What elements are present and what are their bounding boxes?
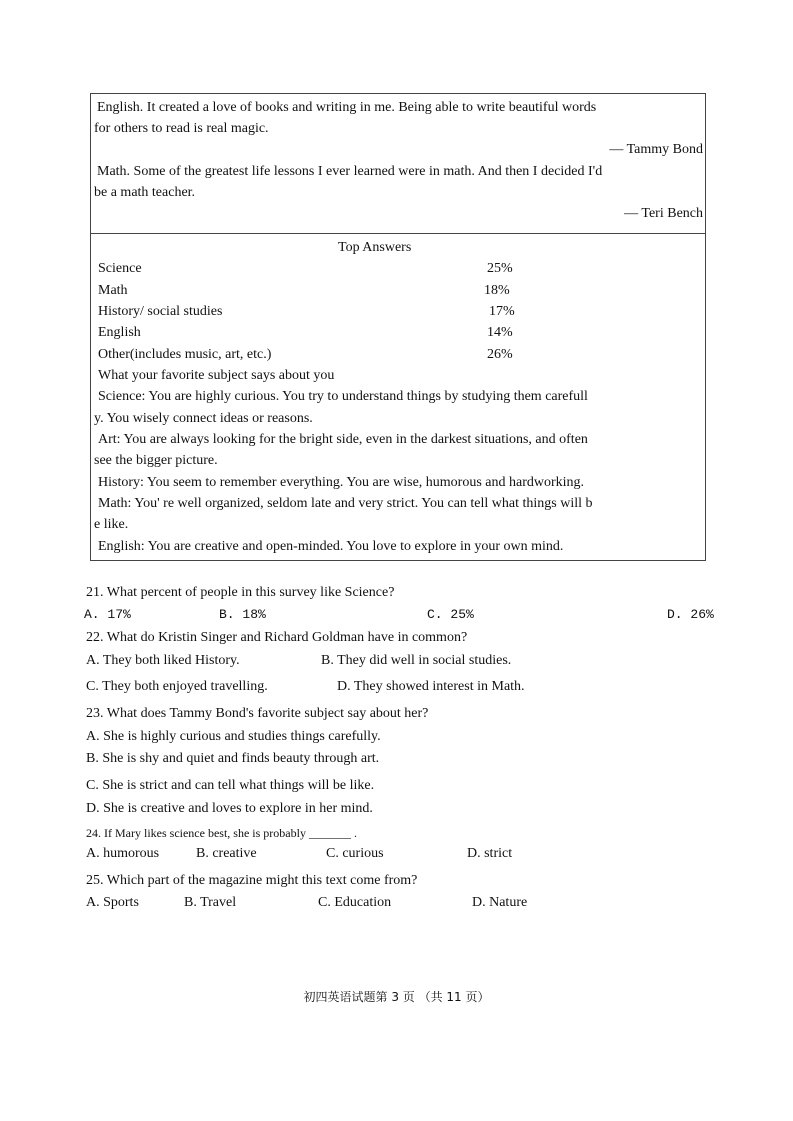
question-24-stem: 24. If Mary likes science best, she is probably _______ . xyxy=(86,826,357,840)
favorite-line-3: Art: You are always looking for the bright side, even in the darkest situations, and often xyxy=(98,432,588,447)
answer-subject-science: Science xyxy=(98,261,142,276)
reading-passage-box xyxy=(90,93,706,561)
question-21-option-b[interactable]: B. 18% xyxy=(219,607,266,622)
favorite-line-5: History: You seem to remember everything. You are wise, humorous and hardworking. xyxy=(98,475,585,490)
favorite-line-4: see the bigger picture. xyxy=(94,453,218,468)
answer-percent-history: 17% xyxy=(489,304,515,319)
question-23-option-a[interactable]: A. She is highly curious and studies things carefully. xyxy=(86,729,381,744)
question-22-option-a[interactable]: A. They both liked History. xyxy=(86,653,240,668)
favorite-line-7: e like. xyxy=(94,517,129,532)
favorite-line-2: y. You wisely connect ideas or reasons. xyxy=(94,411,313,426)
question-23-option-b[interactable]: B. She is shy and quiet and finds beauty through art. xyxy=(86,751,380,766)
question-25-option-d[interactable]: D. Nature xyxy=(472,895,528,910)
answer-subject-other: Other(includes music, art, etc.) xyxy=(98,347,272,362)
favorite-line-6: Math: You' re well organized, seldom late and very strict. You can tell what things will b xyxy=(98,496,593,511)
question-25-option-a[interactable]: A. Sports xyxy=(86,895,139,910)
question-23-option-c[interactable]: C. She is strict and can tell what things will be like. xyxy=(86,778,375,793)
question-23-option-d[interactable]: D. She is creative and loves to explore in her mind. xyxy=(86,801,373,816)
question-22-option-c[interactable]: C. They both enjoyed travelling. xyxy=(86,679,268,694)
quote-english-line-1: English. It created a love of books and writing in me. Being able to write beautiful words xyxy=(97,100,597,115)
quote-math-author: — Teri Bench xyxy=(624,206,703,221)
answer-percent-science: 25% xyxy=(487,261,513,276)
answer-subject-math: Math xyxy=(98,283,128,298)
quote-math-line-2: be a math teacher. xyxy=(94,185,196,200)
question-21-option-c[interactable]: C. 25% xyxy=(427,607,474,622)
favorite-line-1: Science: You are highly curious. You try to understand things by studying them carefull xyxy=(98,389,588,404)
quote-english-line-2: for others to read is real magic. xyxy=(94,121,269,136)
question-24-option-d[interactable]: D. strict xyxy=(467,846,513,861)
page-footer: 初四英语试题第 3 页 （共 11 页） xyxy=(303,990,490,1004)
quote-math-line-1: Math. Some of the greatest life lessons I ever learned were in math. And then I decided I'd xyxy=(97,164,603,179)
question-21-option-a[interactable]: A. 17% xyxy=(84,607,131,622)
answer-percent-english: 14% xyxy=(487,325,513,340)
answer-percent-other: 26% xyxy=(487,347,513,362)
question-22-option-b[interactable]: B. They did well in social studies. xyxy=(321,653,512,668)
top-answers-title: Top Answers xyxy=(338,240,412,255)
answer-subject-history: History/ social studies xyxy=(98,304,223,319)
favorite-line-8: English: You are creative and open-minded. You love to explore in your own mind. xyxy=(98,539,564,554)
question-23-stem: 23. What does Tammy Bond's favorite subject say about her? xyxy=(86,706,429,721)
quote-english-author: — Tammy Bond xyxy=(609,142,703,157)
question-22-stem: 22. What do Kristin Singer and Richard Goldman have in common? xyxy=(86,630,468,645)
question-21-stem: 21. What percent of people in this survey like Science? xyxy=(86,585,395,600)
answer-subject-english: English xyxy=(98,325,141,340)
question-24-option-a[interactable]: A. humorous xyxy=(86,846,160,861)
question-22-option-d[interactable]: D. They showed interest in Math. xyxy=(337,679,525,694)
question-25-stem: 25. Which part of the magazine might this text come from? xyxy=(86,873,418,888)
question-21-option-d[interactable]: D. 26% xyxy=(667,607,714,622)
question-25-option-c[interactable]: C. Education xyxy=(318,895,392,910)
section-divider xyxy=(91,233,705,234)
favorite-heading: What your favorite subject says about you xyxy=(98,368,335,383)
question-24-option-b[interactable]: B. creative xyxy=(196,846,257,861)
answer-percent-math: 18% xyxy=(484,283,510,298)
question-24-option-c[interactable]: C. curious xyxy=(326,846,384,861)
question-25-option-b[interactable]: B. Travel xyxy=(184,895,237,910)
